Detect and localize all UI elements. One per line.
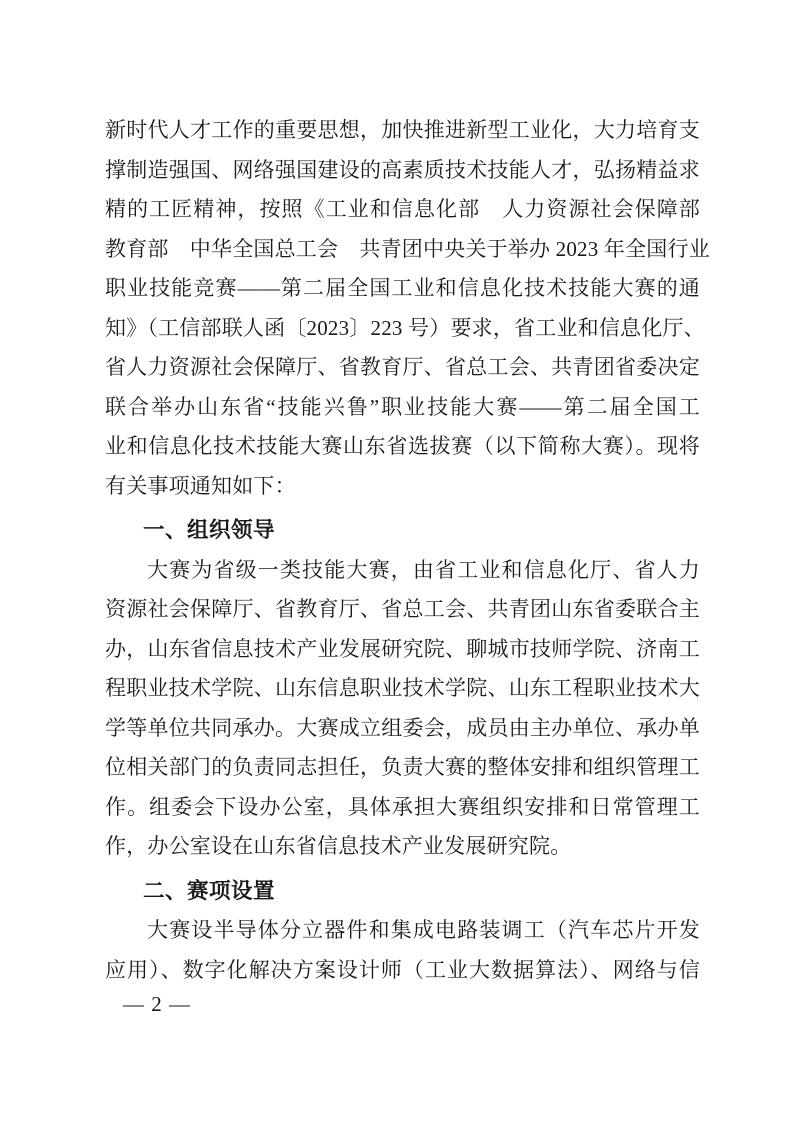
document-line: 有关事项通知如下：	[105, 473, 296, 498]
document-line: 作，办公室设在山东省信息技术产业发展研究院。	[105, 834, 572, 858]
document-content	[105, 111, 710, 990]
document-line: 应用）、数字化解决方案设计师（工业大数据算法）、网络与信	[105, 957, 700, 982]
page-number: — 2 —	[123, 992, 191, 1016]
document-line: 知》（工信部联人函〔2023〕223 号）要求，省工业和信息化厅、	[105, 315, 705, 340]
document-line: 省人力资源社会保障厅、省教育厅、省总工会、共青团省委决定	[105, 355, 700, 379]
document-line: 教育部 中华全国总工会 共青团中央关于举办 2023 年全国行业	[105, 236, 710, 261]
document-line: 精的工匠精神，按照《工业和信息化部 人力资源社会保障部	[105, 197, 700, 221]
document-line: 大赛为省级一类技能大赛，由省工业和信息化厅、省人力	[147, 557, 700, 582]
document-line: 新时代人才工作的重要思想，加快推进新型工业化，大力培育支	[105, 118, 700, 142]
document-line: 大赛设半导体分立器件和集成电路装调工（汽车芯片开发	[147, 918, 700, 942]
document-line: 学等单位共同承办。大赛成立组委会，成员由主办单位、承办单	[105, 715, 700, 740]
document-line: 撑制造强国、网络强国建设的高素质技术技能人才，弘扬精益求	[105, 157, 700, 182]
document-line: 位相关部门的负责同志担任，负责大赛的整体安排和组织管理工	[105, 755, 700, 779]
section-heading: 一、组织领导	[143, 518, 276, 542]
document-line: 程职业技术学院、山东信息职业技术学院、山东工程职业技术大	[105, 676, 700, 700]
document-line: 作。组委会下设办公室，具体承担大赛组织安排和日常管理工	[105, 794, 700, 819]
document-line: 职业技能竞赛——第二届全国工业和信息化技术技能大赛的通	[105, 276, 700, 300]
document-line: 办，山东省信息技术产业发展研究院、聊城市技师学院、济南工	[105, 636, 700, 661]
section-heading: 二、赛项设置	[143, 878, 276, 903]
document-line: 资源社会保障厅、省教育厅、省总工会、共青团山东省委联合主	[105, 597, 700, 621]
document-line: 联合举办山东省“技能兴鲁”职业技能大赛——第二届全国工	[105, 394, 700, 419]
document-line: 业和信息化技术技能大赛山东省选拔赛（以下简称大赛）。现将	[105, 434, 700, 458]
